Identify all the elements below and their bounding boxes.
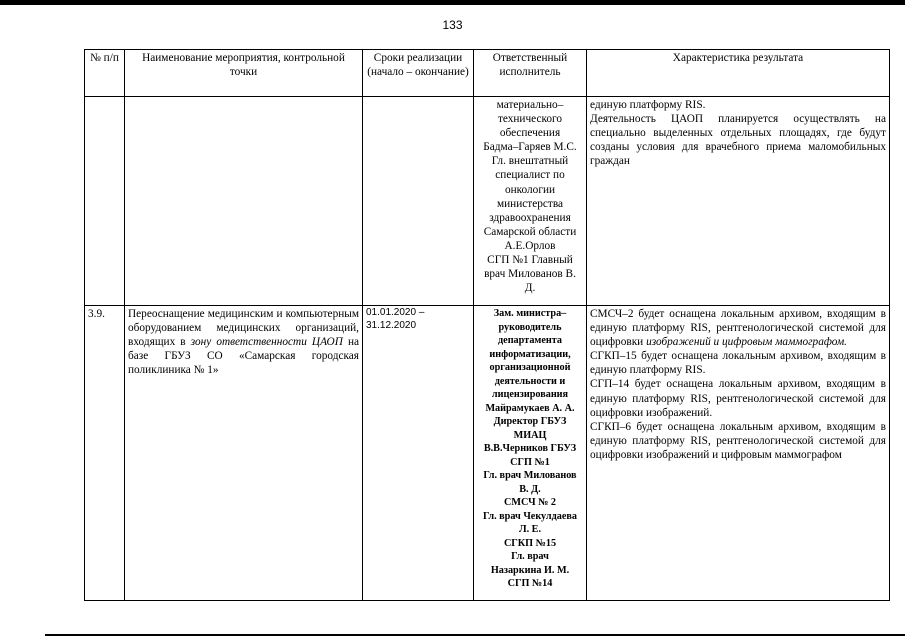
result-paragraph: СГКП–15 будет оснащена локальным архивом, входящим в единую платформу RIS. <box>590 350 886 377</box>
responsible-line: информатизации, <box>489 348 571 360</box>
cell-dates <box>363 97 474 306</box>
responsible-line: Майрамукаев А. А. <box>485 402 575 414</box>
responsible-line: Директор ГБУЗ <box>493 416 567 427</box>
cell-result <box>587 97 890 306</box>
cell-num: 3.9. <box>85 306 125 601</box>
responsible-line: Гл. врач <box>511 551 549 562</box>
table-header-row <box>85 50 890 97</box>
result-text-italic: изображений и цифровым маммографом. <box>646 336 847 349</box>
responsible-line: Назаркина И. М. <box>490 564 570 576</box>
responsible-line: Бадма–Гаряев М.С. <box>483 141 577 154</box>
cell-dates: 01.01.2020 – 31.12.2020 <box>363 306 474 601</box>
result-paragraph: СГП–14 будет оснащена локальным архивом, входящим в единую платформу RIS, рентгенологической системой для оцифровки изображений. <box>590 378 886 419</box>
table-row <box>85 97 890 306</box>
result-line: единую платформу RIS. <box>590 99 706 111</box>
responsible-line: министерства <box>496 197 564 210</box>
responsible-line: Зам. министра– <box>493 308 567 319</box>
cell-name <box>125 306 363 601</box>
result-paragraph <box>590 307 886 349</box>
header-responsible: Ответственный исполнитель <box>474 50 587 97</box>
responsible-line: специалист по <box>495 169 565 182</box>
responsible-line: врач Милованов В. <box>484 268 576 281</box>
activities-table <box>84 49 890 601</box>
result-paragraph: СГКП–6 будет оснащена локальным архивом, входящим в единую платформу RIS, рентгенологической системой для оцифровки изображений и цифровым маммографом <box>590 420 886 461</box>
responsible-line: Гл. внештатный <box>491 155 569 168</box>
header-dates: Сроки реализации (начало – окончание) <box>363 50 474 97</box>
responsible-line: лицензирования <box>491 389 569 400</box>
cell-name <box>125 97 363 306</box>
cell-responsible <box>474 306 587 601</box>
responsible-line: здравоохранения <box>489 211 571 224</box>
top-border <box>0 0 905 5</box>
name-lead: Переоснащение медицинским и компьютерным оборудованием медицинских организаций, входящих в <box>128 308 359 349</box>
result-line: Деятельность ЦАОП планируется осуществлять на специально выделенных отдельных площадях, где будут созданы условия для врачебного приема маломобильных граждан <box>590 113 886 168</box>
responsible-line: СГП №14 <box>507 578 553 589</box>
responsible-line: деятельности и <box>494 375 566 387</box>
responsible-line: МИАЦ <box>513 429 547 441</box>
responsible-line: Самарской области <box>483 225 577 238</box>
responsible-line: технического <box>497 113 563 126</box>
responsible-line: департамента <box>498 335 562 346</box>
responsible-line: СМСЧ № 2 <box>504 497 556 508</box>
responsible-line: СГП №1 Главный <box>487 254 573 267</box>
responsible-line: Гл. врач Милованов <box>483 470 577 481</box>
name-tail: на базе ГБУЗ СО «Самарская городская поликлиника № 1» <box>128 336 360 377</box>
bottom-border <box>45 634 905 636</box>
responsible-line: Л. Е. <box>518 524 542 535</box>
responsible-line: Д. <box>524 282 536 295</box>
responsible-line: В. Д. <box>519 483 541 495</box>
name-italic: зону ответственности ЦАОП <box>190 336 343 349</box>
page-number: 133 <box>442 18 463 32</box>
result-text: СМСЧ–2 будет оснащена локальным архивом, входящим в единую платформу RIS, рентгенологической системой для оцифровки <box>590 308 886 349</box>
header-result: Характеристика результата <box>587 50 890 97</box>
responsible-lines <box>477 307 583 591</box>
cell-num <box>85 97 125 306</box>
responsible-line: онкологии <box>504 183 556 196</box>
table-row <box>85 306 890 601</box>
cell-result <box>587 306 890 601</box>
responsible-line: Гл. врач Чекулдаева <box>483 510 577 522</box>
responsible-line: организационной <box>489 362 571 373</box>
responsible-line: В.В.Черников ГБУЗ <box>483 443 577 454</box>
header-name: Наименование мероприятия, контрольной точки <box>125 50 363 97</box>
responsible-line: СГКП №15 <box>503 537 557 549</box>
responsible-line: материально– <box>496 99 564 111</box>
cell-responsible <box>474 97 587 306</box>
responsible-line: обеспечения <box>499 127 561 140</box>
responsible-line: А.Е.Орлов <box>504 239 556 252</box>
responsible-lines <box>477 98 583 295</box>
responsible-line: руководитель <box>498 321 562 333</box>
responsible-line: СГП №1 <box>510 456 550 468</box>
header-num: № п/п <box>85 50 125 97</box>
